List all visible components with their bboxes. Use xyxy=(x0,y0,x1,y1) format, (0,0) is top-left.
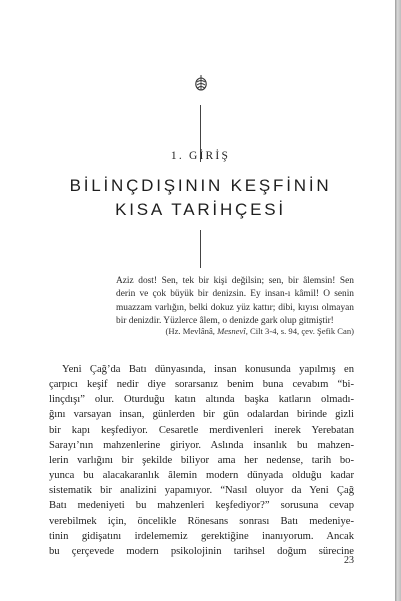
body-line: yunca bu alacakaranlık âlemin modern dünyada olduğu kadar xyxy=(49,470,354,482)
body-line: Yeni Çağ’da Batı dünyasında, insan konusunda yapılmış en xyxy=(62,364,354,375)
divider-line-bottom xyxy=(200,230,201,268)
body-line: sistematik bir analizini yapamıyor. “Nasıl oluyor da Yeni Çağ xyxy=(49,485,354,497)
chapter-title-line: BİLİNÇDIŞININ KEŞFİNİN xyxy=(69,176,332,195)
body-line: verebilmek için, öncelikle Rönesans sonrası Batı medeniye- xyxy=(49,515,354,527)
body-line: ğını varsayan insan, günlerden bir gün odalardan birinde gizli xyxy=(49,409,354,421)
chapter-title xyxy=(0,174,401,222)
body-line: linçdışı” olur. Oturduğu katın altında başka katların olmadı- xyxy=(49,394,354,406)
epigraph-citation xyxy=(116,326,354,336)
chapter-title-line: KISA TARİHÇESİ xyxy=(115,200,286,219)
chapter-label: 1. GİRİŞ xyxy=(170,150,231,162)
epigraph-line: bir denizdir. Yüzlerce âlem, o denizde gark olup gitmiştir! xyxy=(116,316,334,327)
citation-prefix: (Hz. Mevlânâ, xyxy=(165,326,218,336)
body-text xyxy=(49,362,354,559)
body-line: bu çerçevede modern psikolojinin tarihsel doğum sürecine xyxy=(49,545,354,557)
ornament-icon xyxy=(194,74,208,92)
body-line: lerin varlığını bir şekilde biliyor ama her nedense, tarih bo- xyxy=(49,454,354,466)
epigraph-line: derin ve çok büyük bir denizsin. Ey insan-ı kâmil! O senin xyxy=(116,289,354,300)
body-line: tinin gidişatını irdelememiz gerektiğine inanıyorum. Ancak xyxy=(49,530,354,542)
body-line: Batı medeniyeti bu mahzenleri keşfediyor?” sorusuna cevap xyxy=(49,500,354,512)
body-line: bir kapı keşfediyor. Cesaretle merdivenleri inerek Yerebatan xyxy=(49,424,354,436)
citation-suffix: , Cilt 3-4, s. 94, çev. Şefik Can) xyxy=(245,326,354,336)
page-number: 23 xyxy=(344,555,354,566)
body-line: Sarayı’nın mahzenlerine giriyor. Aslında insanlık bu mahzen- xyxy=(49,439,354,451)
page-edge xyxy=(395,0,401,601)
citation-work: Mesnevî xyxy=(217,326,246,336)
epigraph-line: Aziz dost! Sen, tek bir kişi değilsin; sen, bir âlemsin! Sen xyxy=(116,276,354,286)
epigraph xyxy=(116,275,354,329)
epigraph-line: muazzam varlığın, belki dokuz yüz kattır; dibi, kıyısı olmayan xyxy=(116,302,354,313)
body-line: çarpıcı keşif nedir diye sorarsanız benim buna cevabım “bi- xyxy=(49,379,354,391)
